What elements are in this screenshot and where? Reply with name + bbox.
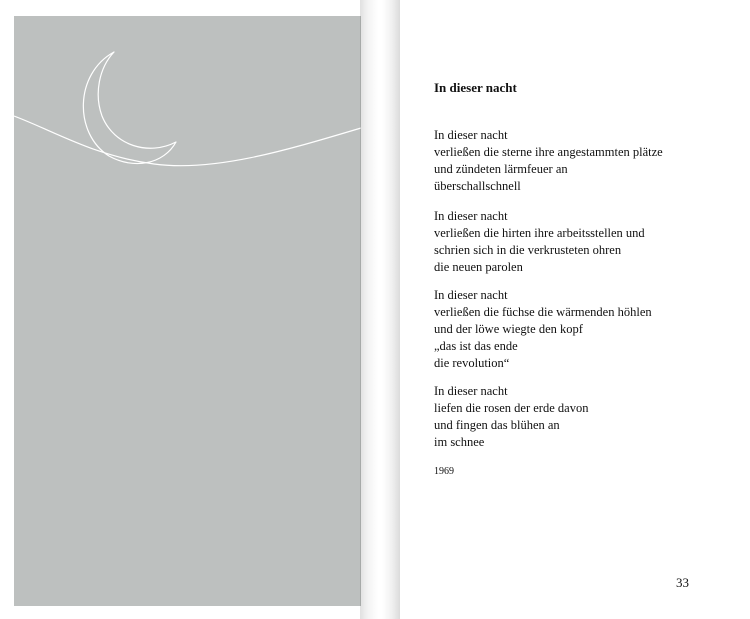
poem-line: und zündeten lärmfeuer an	[434, 162, 568, 176]
poem-line: verließen die sterne ihre angestammten plätze	[434, 145, 663, 159]
poem-line: In dieser nacht	[434, 288, 508, 302]
poem-line: In dieser nacht	[434, 128, 508, 142]
poem-line: In dieser nacht	[434, 384, 508, 398]
poem-title: In dieser nacht	[434, 80, 517, 95]
poem-line: die neuen parolen	[434, 260, 523, 274]
poem-line: „das ist das ende	[434, 339, 518, 353]
poem-line: und fingen das blühen an	[434, 418, 560, 432]
poem-line: verließen die füchse die wärmenden höhlen	[434, 305, 652, 319]
poem-line: In dieser nacht	[434, 209, 508, 223]
stanza-4	[434, 383, 588, 451]
poem-line: und der löwe wiegte den kopf	[434, 322, 583, 336]
stanza-3	[434, 287, 652, 372]
poem-line: im schnee	[434, 435, 485, 449]
page-number: 33	[676, 575, 689, 590]
left-page	[0, 0, 374, 619]
stanza-2	[434, 208, 645, 276]
crescent-moon-line-art-icon	[14, 16, 361, 606]
poem-line: verließen die hirten ihre arbeitsstellen und	[434, 226, 645, 240]
right-page	[375, 0, 750, 619]
illustration-panel	[14, 16, 361, 606]
poem-line: schrien sich in die verkrusteten ohren	[434, 243, 622, 257]
poem-line: liefen die rosen der erde davon	[434, 401, 589, 415]
poem-year: 1969	[434, 466, 454, 477]
poem-line: überschallschnell	[434, 179, 521, 193]
stanza-1	[434, 127, 663, 195]
poem-line: die revolution“	[434, 356, 510, 370]
